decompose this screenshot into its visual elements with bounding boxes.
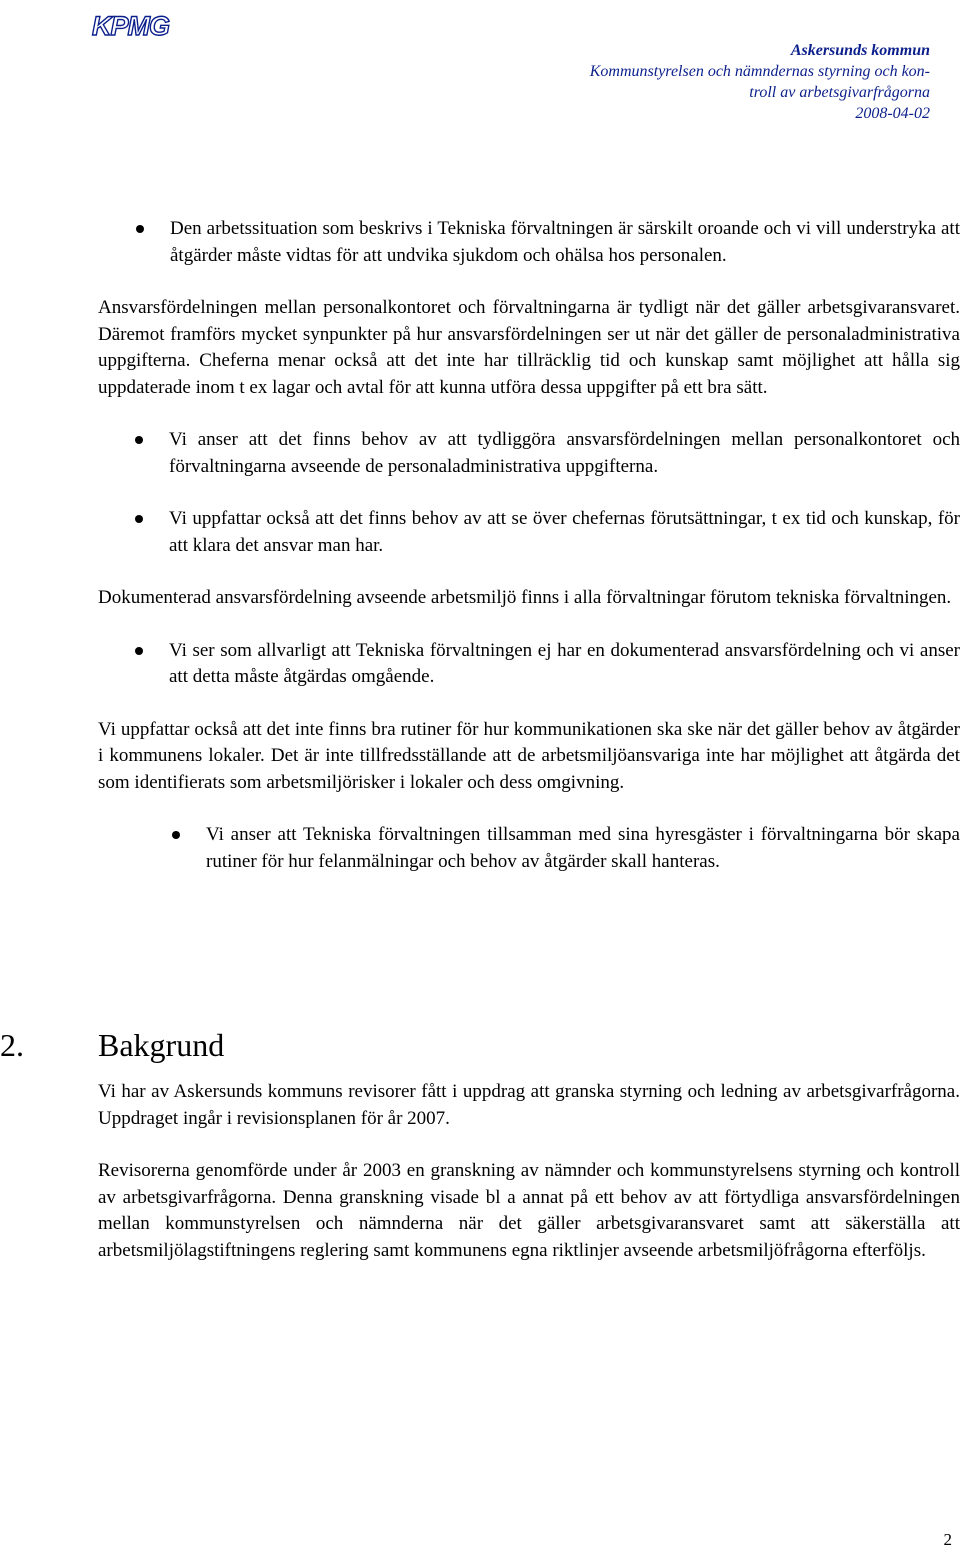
paragraph: Vi har av Askersunds kommuns revisorer fått i uppdrag att granska styrning och ledning av arbetsgivarfrågorna. Uppdraget ingår i revisionsplanen för år 2007. (98, 1081, 960, 1129)
header-date: 2008-04-02 (855, 105, 930, 122)
section-number: 2. (0, 1027, 24, 1063)
list-item (0, 216, 960, 269)
paragraph: Dokumenterad ansvarsfördelning avseende arbetsmiljö finns i alla förvaltningar förutom tekniska förvaltningen. (98, 587, 952, 608)
bullet-text: Vi uppfattar också att det finns behov av att se över chefernas förutsättningar, t ex tid och kunskap, för att klara det ansvar man har. (169, 508, 960, 556)
bullet-dot-icon (135, 436, 143, 444)
svg-text:KPMG: KPMG (92, 11, 169, 41)
list-item (98, 506, 960, 559)
bullet-dot-icon (136, 225, 144, 233)
section-body (98, 1079, 960, 1290)
list-item (98, 822, 960, 875)
bullet-text: Vi ser som allvarligt att Tekniska förvaltningen ej har en dokumenterad ansvarsfördelning och vi anser att detta måste åtgärdas omgående. (169, 639, 960, 687)
section-title: Bakgrund (98, 1027, 225, 1063)
header-title-line-1: Kommunstyrelsen och nämndernas styrning och kon- (589, 63, 930, 80)
document-body (98, 216, 960, 901)
bullet-dot-icon (135, 647, 143, 655)
header-title-line-2: troll av arbetsgivarfrågorna (749, 84, 930, 101)
paragraph: Vi uppfattar också att det inte finns bra rutiner för hur kommunikationen ska ske när det gäller behov av åtgärder i kommunens lokaler. Det är inte tillfredsställande att de arbetsmiljöansvariga inte har möjlighet att åtgärda det som identifierats som arbetsmiljörisker i lokaler och dess omgivning. (98, 718, 960, 793)
paragraph: Ansvarsfördelningen mellan personalkontoret och förvaltningarna är tydligt när det gäller arbetsgivaransvaret. Däremot framförs mycket synpunkter på hur ansvarsfördelningen ser ut när det gäller de personaladministrativa uppgifterna. Cheferna menar också att det inte har tillräcklig tid och kunskap samt möjlighet att hålla sig uppdaterade inom t ex lagar och avtal för att kunna utföra dessa uppgifter på ett bra sätt. (98, 297, 960, 398)
bullet-text: Vi anser att Tekniska förvaltningen tillsamman med sina hyresgäster i förvaltningarna bör skapa rutiner för hur felanmälningar och behov av åtgärder skall hanteras. (206, 824, 960, 872)
page-number: 2 (943, 1530, 952, 1549)
bullet-text: Den arbetssituation som beskrivs i Tekniska förvaltningen är särskilt oroande och vi vill understryka att åtgärder måste vidtas för att undvika sjukdom och ohälsa hos personalen. (170, 218, 960, 266)
section-heading (0, 1026, 224, 1064)
bullet-dot-icon (135, 515, 143, 523)
header-organization: Askersunds kommun (790, 42, 930, 59)
bullet-dot-icon (172, 831, 180, 839)
paragraph: Revisorerna genomförde under år 2003 en granskning av nämnder och kommunstyrelsens styrning och kontroll av arbetsgivarfrågorna. Denna granskning visade bl a annat på ett behov av att förtydliga ansvarsfördelningen mellan kommunstyrelsen och nämnderna när det gäller arbetsgivaransvaret samt att säkerställa att arbetsmiljölagstiftningens reglering samt kommunens egna riktlinjer avseende arbetsmiljöfrågorna efterföljs. (98, 1160, 960, 1261)
list-item (98, 427, 960, 480)
list-item (98, 638, 960, 691)
kpmg-logo-mark (90, 8, 182, 42)
kpmg-logo (90, 8, 182, 42)
page-header (510, 40, 930, 124)
bullet-text: Vi anser att det finns behov av att tydliggöra ansvarsfördelningen mellan personalkontoret och förvaltningarna avseende de personaladministrativa uppgifterna. (169, 429, 960, 477)
